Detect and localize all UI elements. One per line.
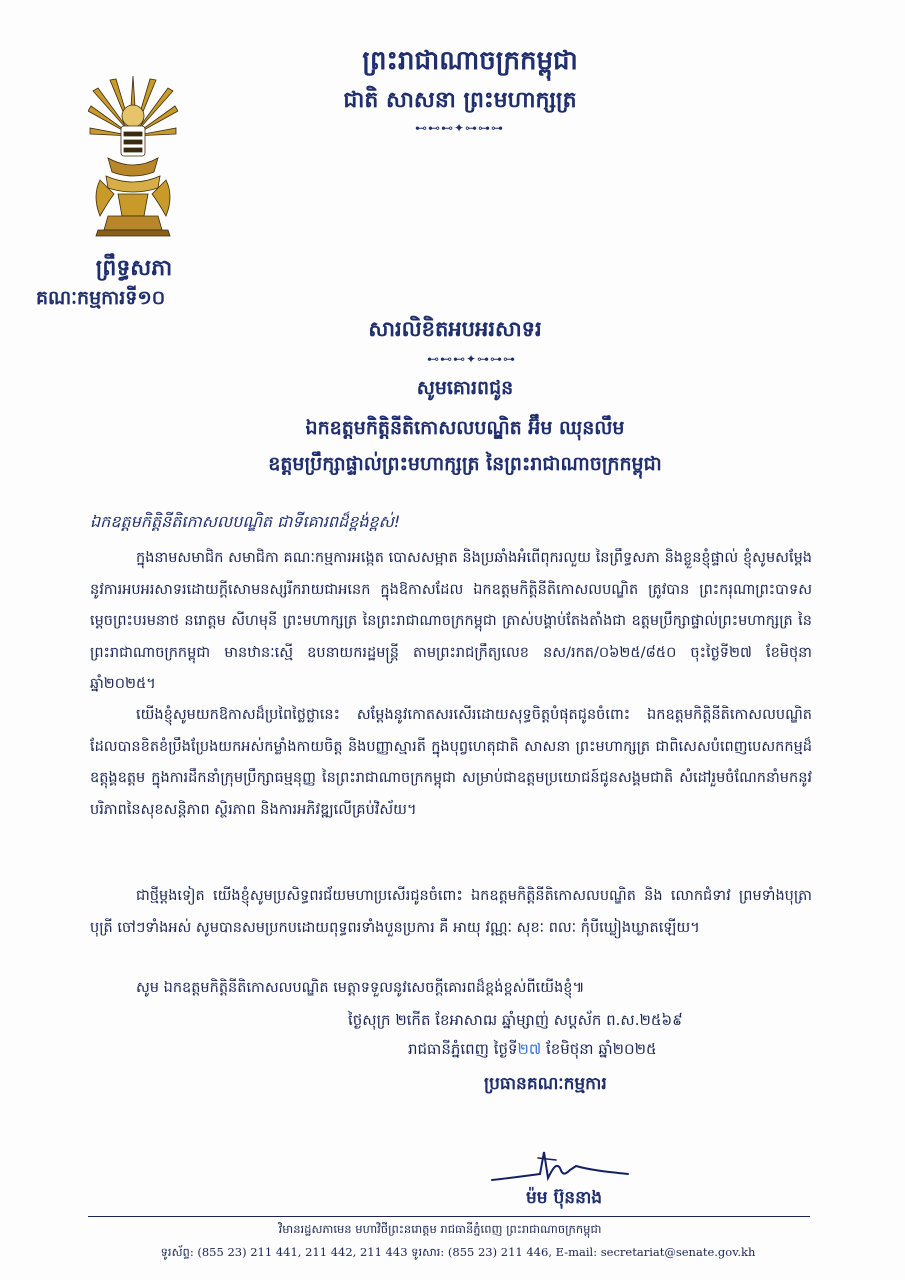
lunar-date: ថ្ងៃសុក្រ ២កើត ខែអាសាឍ ឆ្នាំម្សាញ់ សប្តស័ក ព.ស.២៥៦៩ (348, 1011, 683, 1029)
footer-contact: ទូរស័ព្ទ: (855 23) 211 441, 211 442, 211 443 ទូរសារ: (855 23) 211 446, E-mail: secretariat@senate.gov.kh (160, 1245, 756, 1259)
body-paragraph: ជាថ្មីម្តងទៀត យើងខ្ញុំសូមប្រសិទ្ធពរជ័យមហាប្រសើរជូនចំពោះ ឯកឧត្តមកិត្តិនីតិកោសលបណ្ឌិត និង លោកជំទាវ ព្រមទាំងបុត្រាបុត្រី ចៅៗទាំងអស់ សូមបានសមប្រកបដោយពុទ្ធពរទាំងបួនប្រការ គឺ អាយុ វណ្ណៈ សុខៈ ពលៈ កុំបីឃ្លៀងឃ្លាតឡើយ។ (90, 888, 812, 936)
solar-date-prefix: រាជធានីភ្នំពេញ ថ្ងៃទី (408, 1040, 518, 1058)
solar-date-day: ២៧ (517, 1040, 542, 1058)
footer-address: វិមានរដ្ឋសភាមេន មហាវិថីព្រះនរោត្តម រាជធានីភ្នំពេញ ព្រះរាជាណាចក្រកម្ពុជា (278, 1222, 602, 1236)
letter-subject: សារលិខិតអបអរសាទរ (368, 316, 542, 341)
kingdom-title: ព្រះរាជាណាចក្រកម្ពុជា (362, 46, 578, 76)
commission-title: គណៈកម្មការទី១០ (36, 287, 166, 309)
solar-date (408, 1040, 657, 1062)
royal-emblem-icon (88, 76, 178, 238)
salutation: ឯកឧត្តមកិត្តិនីតិកោសលបណ្ឌិត ជាទីគោរពដ៏ខ្ពង់ខ្ពស់! (90, 512, 401, 531)
national-motto: ជាតិ សាសនា ព្រះមហាក្សត្រ (343, 87, 577, 113)
signatory-title: ប្រធានគណៈកម្មការ (484, 1074, 607, 1094)
recipient-greeting: សូមគោរពជូន (416, 377, 514, 399)
ornament-divider: ⊷⊷⊷✦⊶⊶⊶ (427, 352, 517, 366)
handwritten-signature-icon (490, 1140, 630, 1190)
recipient-position: ឧត្តមប្រឹក្សាផ្ទាល់ព្រះមហាក្សត្រ នៃព្រះរាជាណាចក្រកម្ពុជា (268, 453, 662, 475)
signatory-name: ម៉ម ប៊ុននាង (526, 1188, 603, 1208)
ornament-divider: ⊷⊷⊷✦⊶⊶⊶ (415, 121, 505, 135)
closing-paragraph: សូម ឯកឧត្តមកិត្តិនីតិកោសលបណ្ឌិត មេត្តាទទួលនូវសេចក្តីគោរពដ៏ខ្ពង់ខ្ពស់ពីយើងខ្ញុំ៕ (136, 980, 585, 996)
recipient-name: ឯកឧត្តមកិត្តិនីតិកោសលបណ្ឌិត អ៊ឹម ឈុនលឹម (305, 417, 625, 439)
solar-date-suffix: ខែមិថុនា ឆ្នាំ២០២៥ (541, 1040, 657, 1058)
senate-title: ព្រឹទ្ធសភា (95, 255, 173, 281)
body-paragraph: យើងខ្ញុំសូមយកឱកាសដ៏ប្រពៃថ្លៃថ្លានេះ សម្តែងនូវកោតសរសើរដោយសុទ្ធចិត្តបំផុតជូនចំពោះ ឯកឧត្តមកិត្តិនីតិកោសលបណ្ឌិត ដែលបានខិតខំប្រឹងប្រែងយកអស់កម្លាំងកាយចិត្ត និងបញ្ញាស្មារតី ក្នុងបុព្វហេតុជាតិ សាសនា ព្រះមហាក្សត្រ ជាពិសេសបំពេញបេសកកម្មដ៏ឧត្តុង្គឧត្តម ក្នុងការដឹកនាំក្រុមប្រឹក្សាធម្មនុញ្ញ នៃព្រះរាជាណាចក្រកម្ពុជា សម្រាប់ជាឧត្តមប្រយោជន៍ជូនសង្គមជាតិ សំដៅរួមចំណែកនាំមកនូវបរិភាពនៃសុខសន្តិភាព ស្ថិរភាព និងការអភិវឌ្ឍលើគ្រប់វិស័យ។ (90, 707, 812, 818)
footer-divider (88, 1216, 810, 1217)
body-paragraph: ក្នុងនាមសមាជិក សមាជិកា គណៈកម្មការអង្កេត បោសសម្អាត និងប្រឆាំងអំពើពុករលួយ នៃព្រឹទ្ធសភា និងខ្លួនខ្ញុំផ្ទាល់ ខ្ញុំសូមសម្តែងនូវការអបអរសាទរដោយក្តីសោមនស្សរីករាយជាអនេក ក្នុងឱកាសដែល ឯកឧត្តមកិត្តិនីតិកោសលបណ្ឌិត ត្រូវបាន ព្រះករុណាព្រះបាទសម្តេចព្រះបរមនាថ នរោត្តម សីហមុនី ព្រះមហាក្សត្រ នៃព្រះរាជាណាចក្រកម្ពុជា ត្រាស់បង្គាប់តែងតាំងជា ឧត្តមប្រឹក្សាផ្ទាល់ព្រះមហាក្សត្រ នៃព្រះរាជាណាចក្រកម្ពុជា មានឋានៈស្មើ ឧបនាយករដ្ឋមន្ត្រី តាមព្រះរាជក្រឹត្យលេខ នស/រកត/០៦២៥/៨៥០ ចុះថ្ងៃទី២៧ ខែមិថុនា ឆ្នាំ២០២៥។ (90, 550, 812, 692)
